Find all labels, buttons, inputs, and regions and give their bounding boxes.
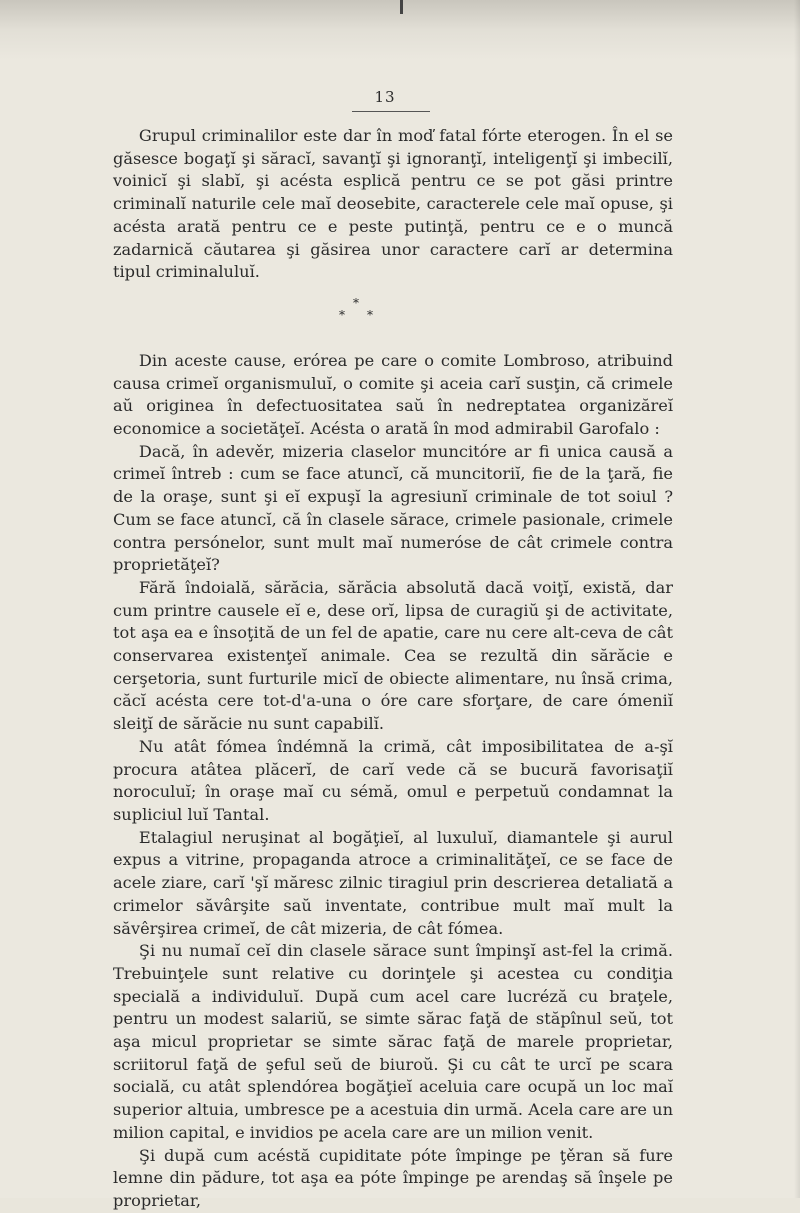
paragraph-8: Şi după cum acéstă cupiditate póte împinge pe ţěran să fure lemne din pădure, tot aşa ea póte împinge pe arendaş să înşele pe proprietar, — [113, 1145, 673, 1210]
paragraph-7: Şi nu numaĭ ceĭ din clasele sărace sunt împinşĭ ast-fel la crimă. Trebuinţele sunt relative cu dorinţele şi acestea cu condiţia specială a individuluĭ. După cum acel care lucréză cu braţele, pentru un modest salariŭ, se simte sărac faţă de stăpînul seŭ, tot aşa micul proprietar se simte sărac faţă de marele proprietar, scriitorul faţă de şeful seŭ de biuroŭ. Şi cu cât te urcĭ pe scara socială, cu atât splendórea bogăţieĭ aceluia care ocupă un loc maĭ superior altuia, umbresce pe a acestuia din urmă. Acela care are un milion capital, e invidios pe acela care are un milion venit. — [113, 941, 673, 1142]
section-asterism — [113, 284, 673, 350]
paragraph-1: Grupul criminalilor este dar în moď fatal fórte eterogen. În el se găsesce bogaţĭ şi săracĭ, savanţĭ şi ignoranţĭ, inteligenţĭ şi imbecilĭ, voinicĭ şi slabĭ, şi acésta esplică pentru ce se pot găsi printre criminalĭ naturile cele maĭ deosebite, caracterele cele maĭ opuse, şi acésta arată pentru ce e peste putinţă, pentru ce e o muncă zadarnică căutarea şi găsirea unor caractere carĭ ar determina tipul criminaluluĭ. — [113, 126, 673, 282]
paragraph-4: Fără îndoială, sărăcia, sărăcia absolută dacă voiţĭ, există, dar cum printre causele eĭ e, dese orĭ, lipsa de curagiŭ şi de activitate, tot aşa ea e însoţită de un fel de apatie, care nu cere alt-ceva de cât conservarea existenţeĭ animale. Cea se rezultă din sărăcie e cerşetoria, sunt furturile micĭ de obiecte alimentare, nu însă crima, căcĭ acésta cere tot-d'a-una o óre care sforţare, de care ómeniĭ sleiţĭ de sărăcie nu sunt capabilĭ. — [113, 577, 673, 734]
body-text — [113, 125, 673, 1213]
scan-edge-shadow — [794, 0, 800, 1198]
asterism-left: * — [339, 307, 345, 322]
binding-mark — [400, 0, 403, 14]
paragraph-2: Din aceste cause, erórea pe care o comite Lombroso, atribuind causa crimeĭ organismuluĭ, o comite şi aceia carĭ susţin, că crimele aŭ originea în defectuositatea saŭ în nedreptatea organizăreĭ economice a societăţeĭ. Acésta o arată în mod admirabil Garofalo : — [113, 350, 673, 439]
asterism-right: * — [367, 307, 373, 322]
page-number: 13 — [374, 88, 396, 106]
asterism-top: * — [353, 295, 359, 310]
header-rule — [352, 111, 430, 112]
paragraph-3: Dacă, în adevěr, mizeria claselor muncitóre ar fi unica causă a crimeĭ întreb : cum se face atuncĭ, că muncitoriĭ, fie de la ţară, fie de la oraşe, sunt şi eĭ expuşĭ la agresiunĭ criminale de tot soiul ? Cum se face atuncĭ, că în clasele sărace, crimele pasionale, crimele contra persónelor, sunt mult maĭ numeróse de cât crimele contra proprietăţeĭ? — [113, 441, 673, 575]
paragraph-6: Etalagiul neruşinat al bogăţieĭ, al luxuluĭ, diamantele şi aurul expus a vitrine, propaganda atroce a criminalităţeĭ, ce se face de acele ziare, carĭ 'şĭ măresc zilnic tiragiul prin descrierea detaliată a crimelor săvârşite saŭ inventate, contribue mult maĭ mult la săvêrşirea crimeĭ, de cât mizeria, de cât fómea. — [113, 827, 673, 938]
paragraph-5: Nu atât fómea îndémnă la crimă, cât imposibilitatea de a-şĭ procura atâtea plăcerĭ, de carĭ vede că se bucură favorisaţiĭ noroculuĭ; în oraşe maĭ cu sémă, omul e perpetuŭ condamnat la supliciul luĭ Tantal. — [113, 736, 673, 824]
